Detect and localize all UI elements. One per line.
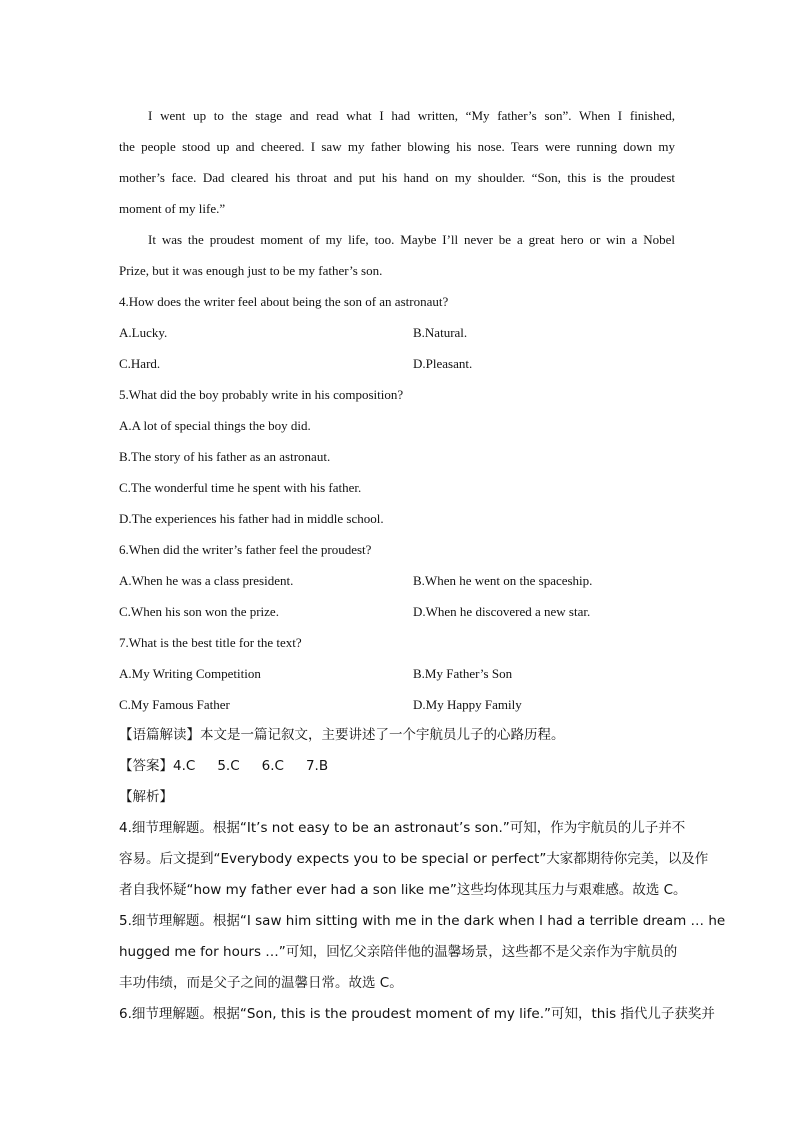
- option-b: B.Natural.: [413, 325, 468, 340]
- passage-line: I went up to the stage and read what I had written, “My father’s son”. When I finished,: [148, 108, 675, 123]
- answer-item: 7.B: [305, 758, 329, 774]
- analysis-line: 6.细节理解题。根据“Son, this is the proudest moment of my life.”可知，this 指代儿子获奖并: [119, 1006, 715, 1022]
- question-stem: 4.How does the writer feel about being the son of an astronaut?: [119, 294, 449, 309]
- analysis-line: 丰功伟绩，而是父子之间的温馨日常。故选 C。: [119, 975, 403, 991]
- option-d: D.My Happy Family: [413, 697, 522, 712]
- option-row: [119, 596, 675, 627]
- option-b: B.My Father’s Son: [413, 666, 513, 681]
- option-c: C.Hard.: [119, 356, 161, 371]
- option-row: [119, 565, 675, 596]
- option-b: B.The story of his father as an astronaut.: [119, 449, 331, 464]
- option-d: D.The experiences his father had in middle school.: [119, 511, 384, 526]
- answer-item: 5.C: [217, 758, 240, 774]
- analysis-line: 4.细节理解题。根据“It’s not easy to be an astronaut’s son.”可知，作为宇航员的儿子并不: [119, 820, 686, 836]
- option-row: [119, 689, 675, 720]
- answer-row: [119, 751, 675, 782]
- passage-line: It was the proudest moment of my life, too. Maybe I’ll never be a great hero or win a Nobel: [148, 232, 675, 247]
- reading-note: 【语篇解读】本文是一篇记叙文，主要讲述了一个宇航员儿子的心路历程。: [119, 727, 565, 743]
- passage-line: moment of my life.”: [119, 201, 226, 216]
- option-c: C.My Famous Father: [119, 697, 230, 712]
- option-c: C.The wonderful time he spent with his father.: [119, 480, 362, 495]
- passage-line: mother’s face. Dad cleared his throat and put his hand on my shoulder. “Son, this is the proudest: [119, 170, 675, 185]
- analysis-line: 容易。后文提到“Everybody expects you to be special or perfect”大家都期待你完美，以及作: [119, 851, 709, 867]
- analysis-line: hugged me for hours …”可知，回忆父亲陪伴他的温馨场景，这些都不是父亲作为宇航员的: [119, 944, 678, 960]
- option-row: [119, 658, 675, 689]
- option-a: A.Lucky.: [119, 325, 168, 340]
- option-d: D.Pleasant.: [413, 356, 473, 371]
- option-c: C.When his son won the prize.: [119, 604, 279, 619]
- answer-label: 【答案】: [119, 758, 173, 774]
- passage-line: Prize, but it was enough just to be my father’s son.: [119, 263, 383, 278]
- question-stem: 6.When did the writer’s father feel the proudest?: [119, 542, 372, 557]
- option-row: [119, 317, 675, 348]
- option-a: A.A lot of special things the boy did.: [119, 418, 311, 433]
- option-a: A.When he was a class president.: [119, 573, 294, 588]
- question-stem: 5.What did the boy probably write in his composition?: [119, 387, 404, 402]
- question-stem: 7.What is the best title for the text?: [119, 635, 302, 650]
- passage-line: the people stood up and cheered. I saw my father blowing his nose. Tears were running down my: [119, 139, 675, 154]
- option-row: [119, 348, 675, 379]
- analysis-line: 者自我怀疑“how my father ever had a son like me”这些均体现其压力与艰难感。故选 C。: [119, 882, 687, 898]
- answer-item: 4.C: [173, 758, 196, 774]
- document-page: [119, 100, 726, 1030]
- option-a: A.My Writing Competition: [119, 666, 261, 681]
- analysis-line: 5.细节理解题。根据“I saw him sitting with me in the dark when I had a terrible dream … he: [119, 913, 726, 929]
- option-b: B.When he went on the spaceship.: [413, 573, 593, 588]
- answer-item: 6.C: [261, 758, 284, 774]
- analysis-label: 【解析】: [119, 789, 173, 805]
- option-d: D.When he discovered a new star.: [413, 604, 591, 619]
